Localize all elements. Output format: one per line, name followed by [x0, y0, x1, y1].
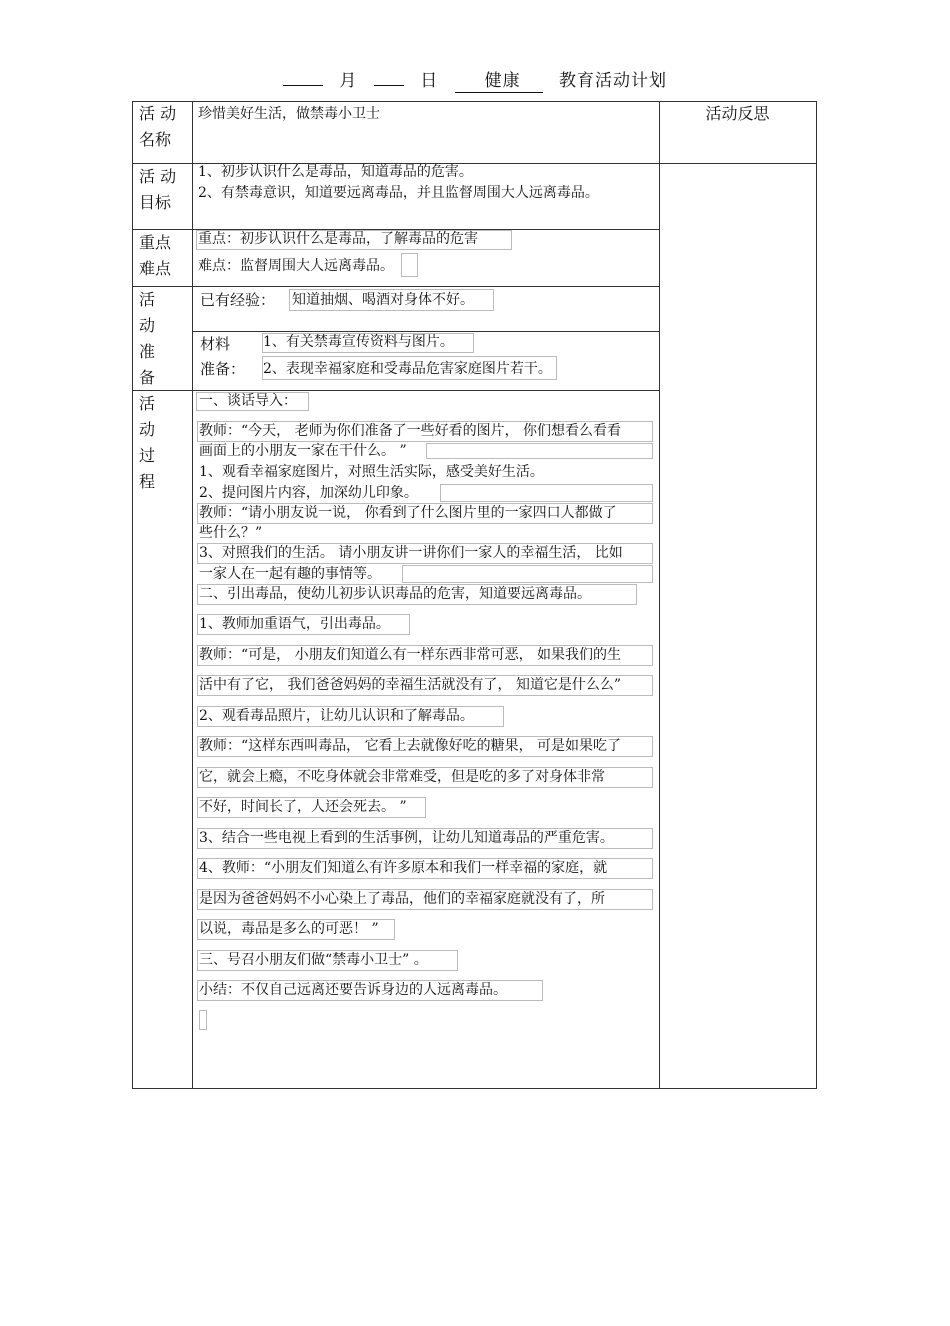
text-box	[401, 253, 418, 277]
goal-item: 1、初步认识什么是毒品，知道毒品的危害。	[198, 164, 473, 180]
text-box	[402, 565, 653, 583]
material-label: 准备：	[200, 360, 246, 378]
process-line: 2、提问图片内容，加深幼儿印象。	[199, 485, 418, 501]
activity-name: 珍惜美好生活，做禁毒小卫士	[198, 106, 380, 122]
reflection-column-divider	[659, 101, 660, 1088]
process-line: 二、引出毒品，使幼儿初步认识毒品的危害，知道要远离毒品。	[199, 586, 591, 602]
label-column-divider	[192, 101, 193, 1088]
experience-text: 知道抽烟、喝酒对身体不好。	[292, 292, 474, 308]
text-box	[199, 1010, 207, 1030]
process-line: 一家人在一起有趣的事情等。	[199, 566, 381, 582]
process-line: 4、教师：“小朋友们知道么有许多原本和我们一样幸福的家庭，就	[199, 860, 608, 876]
process-line: 教师：“请小朋友说一说， 你看到了什么图片里的一家四口人都做了	[199, 505, 617, 521]
label-keypoints: 重点 难点	[139, 233, 172, 278]
label-reflection: 活动反思	[705, 104, 770, 123]
material-label: 材料	[200, 335, 231, 353]
label-name: 活 动 名称	[139, 104, 177, 149]
process-line: 它，就会上瘾，不吃身体就会非常难受，但是吃的多了对身体非常	[199, 769, 605, 785]
goal-item: 2、有禁毒意识，知道要远离毒品，并且监督周围大人远离毒品。	[198, 185, 599, 201]
process-line: 以说，毒品是多么的可恶！ ”	[199, 921, 379, 937]
process-line: 小结：不仅自己远离还要告诉身边的人远离毒品。	[199, 982, 507, 998]
material-item: 2、表现幸福家庭和受毒品危害家庭图片若干。	[263, 361, 552, 377]
process-line: 3、结合一些电视上看到的生活事例，让幼儿知道毒品的严重危害。	[199, 830, 614, 846]
label-process: 活 动 过 程	[139, 394, 156, 491]
process-line: 是因为爸爸妈妈不小心染上了毒品，他们的幸福家庭就没有了，所	[199, 891, 605, 907]
process-line: 一、谈话导入：	[199, 393, 297, 409]
page-header	[0, 66, 950, 93]
process-line: 画面上的小朋友一家在干什么。 ”	[199, 443, 407, 459]
text-box	[426, 443, 653, 459]
label-goals: 活 动 目标	[139, 167, 177, 212]
process-line: 2、观看毒品照片，让幼儿认识和了解毒品。	[199, 708, 474, 724]
process-line: 1、教师加重语气，引出毒品。	[199, 616, 390, 632]
day-blank	[374, 69, 404, 86]
month-blank	[283, 69, 323, 86]
process-line: 些什么？”	[199, 525, 263, 541]
process-line: 教师：“可是， 小朋友们知道么有一样东西非常可恶， 如果我们的生	[199, 647, 622, 663]
experience-label: 已有经验：	[200, 291, 276, 309]
material-item: 1、有关禁毒宣传资料与图片。	[263, 334, 454, 350]
day-label: 日	[420, 71, 439, 91]
process-line: 活中有了它， 我们爸爸妈妈的幸福生活就没有了， 知道它是什么么”	[199, 677, 622, 693]
process-line: 不好，时间长了，人还会死去。 ”	[199, 799, 407, 815]
process-line: 三、号召小朋友们做“禁毒小卫士” 。	[199, 952, 428, 968]
label-prep: 活 动 准 备	[139, 290, 156, 387]
subject-label: 健康	[455, 66, 543, 93]
process-line: 教师：“今天， 老师为你们准备了一些好看的图片， 你们想看么看看	[199, 423, 622, 439]
process-line: 1、观看幸福家庭图片，对照生活实际，感受美好生活。	[199, 464, 544, 480]
key-point: 重点：初步认识什么是毒品，了解毒品的危害	[198, 231, 478, 247]
plan-title: 教育活动计划	[559, 71, 668, 91]
text-box	[440, 484, 653, 502]
process-line: 教师：“这样东西叫毒品， 它看上去就像好吃的糖果， 可是如果吃了	[199, 738, 622, 754]
month-label: 月	[339, 71, 358, 91]
difficult-point: 难点：监督周围大人远离毒品。	[198, 258, 394, 274]
process-line: 3、对照我们的生活。 请小朋友讲一讲你们一家人的幸福生活， 比如	[199, 545, 623, 561]
